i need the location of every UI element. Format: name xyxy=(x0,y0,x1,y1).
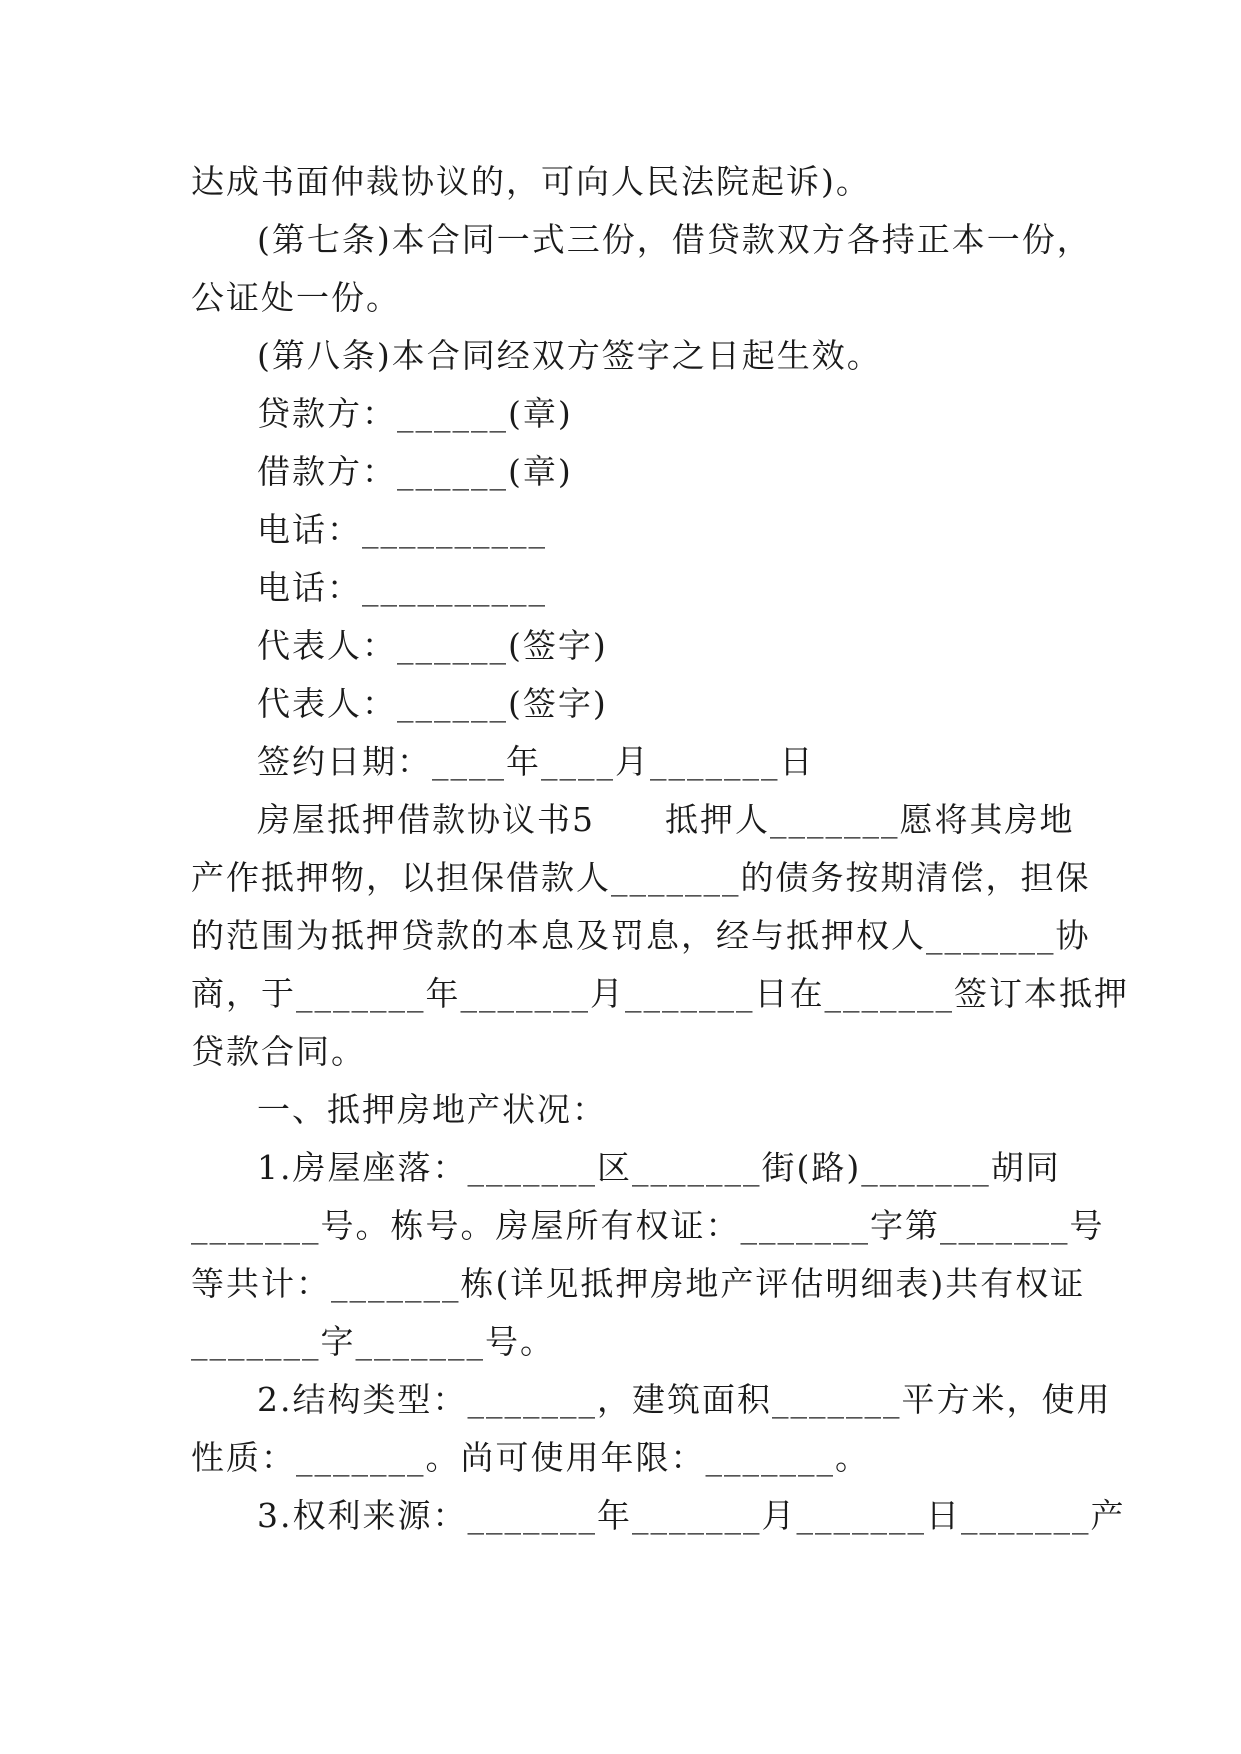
paragraph-line: 公证处一份。 xyxy=(191,278,401,317)
paragraph-line: _______字_______号。 xyxy=(191,1322,555,1361)
signature-line: 贷款方：______(章) xyxy=(257,394,573,433)
paragraph-line: (第八条)本合同经双方签字之日起生效。 xyxy=(257,336,882,375)
paragraph-line: 2.结构类型：_______，建筑面积_______平方米，使用 xyxy=(257,1380,1112,1419)
paragraph-line: 1.房屋座落：_______区_______街(路)_______胡同 xyxy=(257,1148,1061,1187)
paragraph-line: 等共计：_______栋(详见抵押房地产评估明细表)共有权证 xyxy=(191,1264,1086,1303)
signature-line: 电话：__________ xyxy=(257,510,547,549)
paragraph-line: 商，于_______年_______月_______日在_______签订本抵押 xyxy=(191,974,1129,1013)
paragraph-line: 房屋抵押借款协议书5 抵押人_______愿将其房地 xyxy=(257,800,1075,839)
section-heading: 一、抵押房地产状况： xyxy=(257,1090,607,1129)
paragraph-line: 达成书面仲裁协议的，可向人民法院起诉)。 xyxy=(191,162,871,201)
paragraph-line: 3.权利来源：_______年_______月_______日_______产 xyxy=(257,1496,1126,1535)
paragraph-line: _______号。栋号。房屋所有权证：_______字第_______号 xyxy=(191,1206,1105,1245)
paragraph-line: 产作抵押物，以担保借款人_______的债务按期清偿，担保 xyxy=(191,858,1091,897)
paragraph-line: (第七条)本合同一式三份，借贷款双方各持正本一份， xyxy=(257,220,1092,259)
signature-line: 代表人：______(签字) xyxy=(257,626,608,665)
signature-line: 借款方：______(章) xyxy=(257,452,573,491)
signature-line: 签约日期：____年____月_______日 xyxy=(257,742,815,781)
paragraph-line: 贷款合同。 xyxy=(191,1032,366,1071)
signature-line: 代表人：______(签字) xyxy=(257,684,608,723)
paragraph-line: 性质：_______。尚可使用年限：_______。 xyxy=(191,1438,870,1477)
signature-line: 电话：__________ xyxy=(257,568,547,607)
paragraph-line: 的范围为抵押贷款的本息及罚息，经与抵押权人_______协 xyxy=(191,916,1091,955)
